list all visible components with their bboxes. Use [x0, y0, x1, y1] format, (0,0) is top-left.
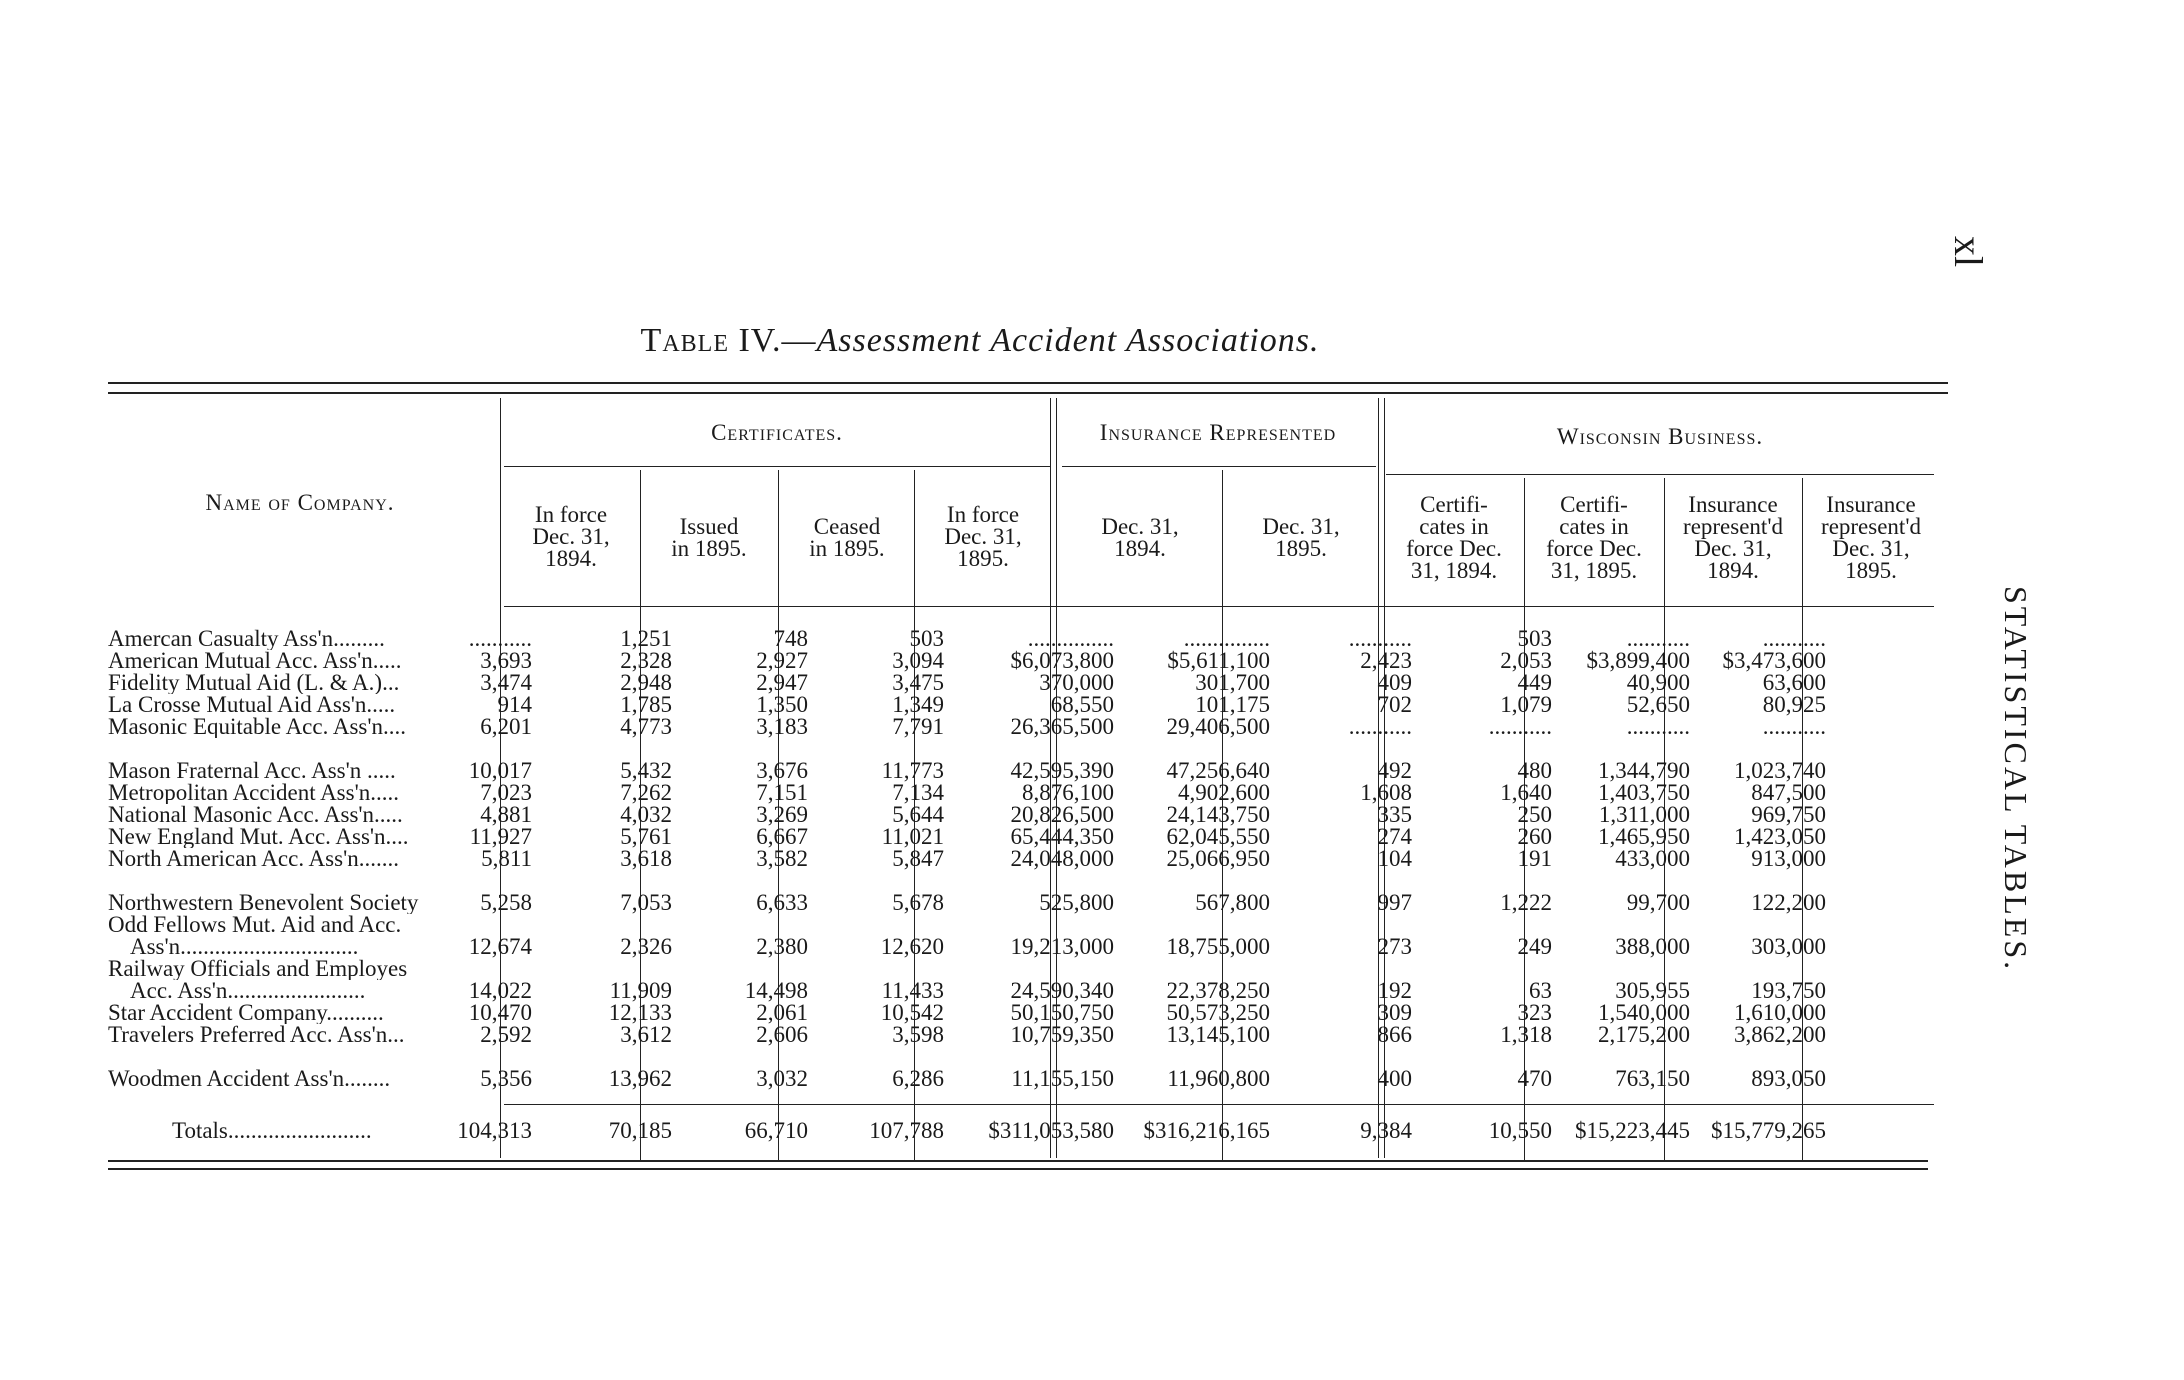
cell-insurance-1895: $316,216,165	[1143, 1118, 1270, 1143]
cell-in-force-1895: 11,773	[881, 758, 944, 783]
cell-in-force-1894: 4,881	[480, 802, 532, 827]
cell-wis-insurance-1895: $15,779,265	[1711, 1118, 1826, 1143]
company-name	[108, 958, 500, 1002]
cell-insurance-1894: $311,053,580	[988, 1118, 1114, 1143]
cell-insurance-1894: 68,550	[1050, 692, 1114, 717]
cell-insurance-1894: 50,150,750	[1010, 1000, 1114, 1025]
cell-in-force-1895: 7,134	[892, 780, 944, 805]
cell-ceased-1895: 3,032	[756, 1066, 808, 1091]
company-name-line: Amercan Casualty Ass'n.........	[108, 628, 385, 650]
col-header-wis-insurance-1894: Insurance represent'd Dec. 31, 1894.	[1683, 492, 1783, 583]
company-name-line: Fidelity Mutual Aid (L. & A.)...	[108, 672, 400, 694]
cell-wis-certs-1894: 702	[1377, 692, 1412, 717]
cell-wis-insurance-1895: 122,200	[1751, 890, 1826, 915]
cell-wis-certs-1895: 1,640	[1500, 780, 1552, 805]
company-name	[108, 826, 500, 848]
cell-in-force-1895: 1,349	[892, 692, 944, 717]
cell-wis-insurance-1895: 193,750	[1751, 978, 1826, 1003]
table-row	[108, 1024, 1948, 1046]
cell-in-force-1895: 12,620	[880, 934, 944, 959]
cell-issued-1895: 5,432	[620, 758, 672, 783]
cell-in-force-1894: 10,470	[468, 1000, 532, 1025]
cell-wis-insurance-1894: 2,175,200	[1598, 1022, 1690, 1047]
cell-wis-insurance-1895: 3,862,200	[1734, 1022, 1826, 1047]
cell-wis-certs-1895: 10,550	[1488, 1118, 1552, 1143]
cell-issued-1895: 2,328	[620, 648, 672, 673]
company-name	[108, 1002, 500, 1024]
cell-wis-insurance-1894: 99,700	[1626, 890, 1690, 915]
cell-wis-insurance-1895: ...........	[1762, 626, 1826, 651]
company-name-line: Ass'n...............................	[130, 936, 359, 958]
company-name-line: Woodmen Accident Ass'n........	[108, 1068, 391, 1090]
cell-issued-1895: 70,185	[608, 1118, 672, 1143]
cell-in-force-1895: 107,788	[869, 1118, 944, 1143]
cell-ceased-1895: 2,606	[756, 1022, 808, 1047]
cell-wis-insurance-1895: ...........	[1762, 714, 1826, 739]
header-bottom-rule	[504, 606, 1934, 607]
cell-in-force-1895: 503	[909, 626, 944, 651]
company-name-line: Totals.........................	[172, 1120, 372, 1142]
company-name	[108, 694, 500, 716]
company-name	[108, 672, 500, 694]
cell-in-force-1895: 10,542	[880, 1000, 944, 1025]
cell-wis-insurance-1894: 1,344,790	[1598, 758, 1690, 783]
cell-wis-insurance-1894: ...........	[1626, 714, 1690, 739]
cell-in-force-1895: 5,644	[892, 802, 944, 827]
cell-wis-insurance-1895: 1,423,050	[1734, 824, 1826, 849]
totals-row	[108, 1120, 1948, 1142]
col-header-wis-insurance-1895: Insurance represent'd Dec. 31, 1895.	[1821, 492, 1921, 583]
cell-ceased-1895: 7,151	[756, 780, 808, 805]
cell-wis-insurance-1894: ...........	[1626, 626, 1690, 651]
cell-wis-certs-1894: 492	[1377, 758, 1412, 783]
cell-in-force-1895: 7,791	[892, 714, 944, 739]
cell-insurance-1895: 18,755,000	[1166, 934, 1270, 959]
cell-issued-1895: 2,326	[620, 934, 672, 959]
certificates-group-header: Certificates.	[711, 420, 843, 445]
cell-wis-certs-1895: 323	[1517, 1000, 1552, 1025]
cell-issued-1895: 13,962	[608, 1066, 672, 1091]
company-name	[108, 650, 500, 672]
cell-wis-certs-1895: ...........	[1488, 714, 1552, 739]
cell-in-force-1894: 5,356	[480, 1066, 532, 1091]
col-header-insurance-1894: Dec. 31, 1894.	[1101, 514, 1179, 561]
table-row	[108, 628, 1948, 650]
cell-ceased-1895: 2,061	[756, 1000, 808, 1025]
company-name	[108, 804, 500, 826]
cell-wis-insurance-1895: 913,000	[1751, 846, 1826, 871]
cell-in-force-1894: ...........	[468, 626, 532, 651]
cell-in-force-1894: 104,313	[457, 1118, 532, 1143]
cell-wis-insurance-1894: 1,311,000	[1598, 802, 1690, 827]
page-number: xl	[1946, 236, 1991, 268]
cell-issued-1895: 7,053	[620, 890, 672, 915]
wisconsin-business-group-header: Wisconsin Business.	[1556, 424, 1764, 449]
cell-wis-certs-1894: 866	[1377, 1022, 1412, 1047]
cell-wis-insurance-1895: 1,023,740	[1734, 758, 1826, 783]
table-row	[108, 694, 1948, 716]
table-row	[108, 958, 1948, 1002]
cell-in-force-1894: 914	[497, 692, 532, 717]
table-row	[108, 826, 1948, 848]
company-name-line: New England Mut. Acc. Ass'n....	[108, 826, 409, 848]
cell-wis-insurance-1894: 1,465,950	[1598, 824, 1690, 849]
cell-wis-insurance-1894: 40,900	[1626, 670, 1690, 695]
cell-wis-certs-1894: 1,608	[1360, 780, 1412, 805]
table-row	[108, 672, 1948, 694]
cell-in-force-1894: 5,811	[481, 846, 532, 871]
col-header-ceased-1895: Ceased in 1895.	[809, 514, 885, 561]
company-name-line: American Mutual Acc. Ass'n.....	[108, 650, 402, 672]
cell-wis-insurance-1895: 303,000	[1751, 934, 1826, 959]
cell-wis-certs-1895: 250	[1517, 802, 1552, 827]
cell-ceased-1895: 3,183	[756, 714, 808, 739]
cell-issued-1895: 3,618	[620, 846, 672, 871]
cell-in-force-1894: 6,201	[480, 714, 532, 739]
cell-ceased-1895: 3,582	[756, 846, 808, 871]
cell-wis-insurance-1895: 969,750	[1751, 802, 1826, 827]
top-rule-1	[108, 382, 1948, 384]
name-of-company-header: Name of Company.	[205, 490, 395, 515]
cell-wis-insurance-1895: 847,500	[1751, 780, 1826, 805]
cell-wis-certs-1895: 1,318	[1500, 1022, 1552, 1047]
company-name-line: La Crosse Mutual Aid Ass'n.....	[108, 694, 396, 716]
col-header-wis-certs-1895: Certifi- cates in force Dec. 31, 1895.	[1546, 492, 1642, 583]
table-row	[108, 914, 1948, 958]
insurance-represented-group-header: Insurance Represented	[1099, 420, 1337, 445]
cell-wis-certs-1894: 997	[1377, 890, 1412, 915]
cell-wis-certs-1895: 2,053	[1500, 648, 1552, 673]
cell-insurance-1894: 20,826,500	[1010, 802, 1114, 827]
col-header-in-force-1895: In force Dec. 31, 1895.	[944, 502, 1022, 571]
running-side-title: STATISTICAL TABLES.	[1998, 586, 2034, 973]
cell-in-force-1894: 3,693	[480, 648, 532, 673]
cell-wis-certs-1894: 104	[1377, 846, 1412, 871]
cell-wis-insurance-1894: 52,650	[1626, 692, 1690, 717]
wisconsin-group-rule	[1386, 474, 1934, 475]
table-row	[108, 1002, 1948, 1024]
cell-insurance-1894: 24,048,000	[1010, 846, 1114, 871]
cell-insurance-1894: 26,365,500	[1010, 714, 1114, 739]
cell-wis-insurance-1894: 433,000	[1615, 846, 1690, 871]
cell-wis-insurance-1895: 63,600	[1762, 670, 1826, 695]
company-name-line: Masonic Equitable Acc. Ass'n....	[108, 716, 406, 738]
cell-insurance-1894: 42,595,390	[1010, 758, 1114, 783]
cell-wis-certs-1894: 274	[1377, 824, 1412, 849]
company-name-line: Travelers Preferred Acc. Ass'n...	[108, 1024, 405, 1046]
cell-wis-certs-1895: 503	[1517, 626, 1552, 651]
company-name-line: Acc. Ass'n........................	[130, 980, 366, 1002]
top-rule-2	[108, 392, 1948, 394]
cell-in-force-1895: 11,433	[881, 978, 944, 1003]
cell-issued-1895: 1,785	[620, 692, 672, 717]
table-row	[108, 716, 1948, 738]
bottom-rule-2	[108, 1168, 1928, 1170]
cell-wis-certs-1894: 273	[1377, 934, 1412, 959]
table-row	[108, 848, 1948, 870]
cell-ceased-1895: 14,498	[744, 978, 808, 1003]
cell-ceased-1895: 1,350	[756, 692, 808, 717]
company-name-line: Odd Fellows Mut. Aid and Acc.	[108, 914, 402, 936]
totals-label	[108, 1120, 500, 1142]
company-name-line: Railway Officials and Employes	[108, 958, 408, 980]
company-name-line: Star Accident Company..........	[108, 1002, 384, 1024]
cell-wis-insurance-1895: 80,925	[1762, 692, 1826, 717]
cell-insurance-1895: 11,960,800	[1167, 1066, 1270, 1091]
company-name	[108, 782, 500, 804]
company-name-line: National Masonic Acc. Ass'n.....	[108, 804, 403, 826]
cell-insurance-1894: 370,000	[1039, 670, 1114, 695]
cell-wis-insurance-1894: $15,223,445	[1575, 1118, 1690, 1143]
cell-in-force-1894: 11,927	[469, 824, 532, 849]
cell-ceased-1895: 6,667	[756, 824, 808, 849]
cell-wis-insurance-1895: $3,473,600	[1722, 648, 1826, 673]
cell-wis-insurance-1894: 305,955	[1615, 978, 1690, 1003]
col-header-issued-1895: Issued in 1895.	[671, 514, 747, 561]
cell-wis-certs-1894: 409	[1377, 670, 1412, 695]
cell-issued-1895: 4,032	[620, 802, 672, 827]
table-row	[108, 892, 1948, 914]
cell-wis-certs-1894: 335	[1377, 802, 1412, 827]
cell-wis-insurance-1894: 1,540,000	[1598, 1000, 1690, 1025]
cell-ceased-1895: 748	[773, 626, 808, 651]
cell-in-force-1895: 3,598	[892, 1022, 944, 1047]
company-name-line: Metropolitan Accident Ass'n.....	[108, 782, 399, 804]
cell-insurance-1894: ...............	[1027, 626, 1114, 651]
cell-in-force-1895: 5,678	[892, 890, 944, 915]
cell-insurance-1894: 24,590,340	[1010, 978, 1114, 1003]
cell-wis-insurance-1894: 763,150	[1615, 1066, 1690, 1091]
cell-wis-insurance-1894: 1,403,750	[1598, 780, 1690, 805]
cell-ceased-1895: 3,269	[756, 802, 808, 827]
cell-insurance-1894: 19,213,000	[1010, 934, 1114, 959]
cell-issued-1895: 2,948	[620, 670, 672, 695]
table-row	[108, 650, 1948, 672]
table-row	[108, 760, 1948, 782]
cell-insurance-1895: 4,902,600	[1178, 780, 1270, 805]
cell-insurance-1895: 101,175	[1195, 692, 1270, 717]
cell-in-force-1894: 5,258	[480, 890, 532, 915]
cell-wis-certs-1895: 191	[1517, 846, 1552, 871]
company-name	[108, 760, 500, 782]
cell-wis-insurance-1895: 893,050	[1751, 1066, 1826, 1091]
cell-issued-1895: 4,773	[620, 714, 672, 739]
cell-wis-certs-1894: 2,423	[1360, 648, 1412, 673]
company-name-line: Northwestern Benevolent Society	[108, 892, 419, 914]
cell-ceased-1895: 66,710	[744, 1118, 808, 1143]
cell-wis-insurance-1895: 1,610,000	[1734, 1000, 1826, 1025]
cell-in-force-1895: 11,021	[881, 824, 944, 849]
cell-issued-1895: 5,761	[620, 824, 672, 849]
certificates-group-rule	[504, 466, 1050, 467]
table-row	[108, 782, 1948, 804]
table-row	[108, 804, 1948, 826]
cell-insurance-1894: $6,073,800	[1010, 648, 1114, 673]
cell-wis-certs-1895: 249	[1517, 934, 1552, 959]
cell-issued-1895: 7,262	[620, 780, 672, 805]
table-title-subject: Assessment Accident Associations.	[816, 322, 1320, 359]
cell-issued-1895: 1,251	[620, 626, 672, 651]
bottom-rule-1	[108, 1160, 1928, 1162]
cell-issued-1895: 11,909	[609, 978, 672, 1003]
col-header-insurance-1895: Dec. 31, 1895.	[1262, 514, 1340, 561]
cell-insurance-1895: $5,611,100	[1167, 648, 1270, 673]
cell-insurance-1895: 47,256,640	[1166, 758, 1270, 783]
cell-insurance-1895: 567,800	[1195, 890, 1270, 915]
cell-ceased-1895: 2,927	[756, 648, 808, 673]
col-header-in-force-1894: In force Dec. 31, 1894.	[532, 502, 610, 571]
cell-insurance-1895: 50,573,250	[1166, 1000, 1270, 1025]
cell-insurance-1895: 25,066,950	[1166, 846, 1270, 871]
cell-wis-certs-1895: 260	[1517, 824, 1552, 849]
cell-insurance-1894: 525,800	[1039, 890, 1114, 915]
cell-issued-1895: 12,133	[608, 1000, 672, 1025]
cell-insurance-1895: 13,145,100	[1166, 1022, 1270, 1047]
cell-wis-certs-1894: 400	[1377, 1066, 1412, 1091]
cell-wis-certs-1895: 470	[1517, 1066, 1552, 1091]
cell-in-force-1895: 3,094	[892, 648, 944, 673]
cell-in-force-1894: 3,474	[480, 670, 532, 695]
cell-insurance-1894: 11,155,150	[1011, 1066, 1114, 1091]
cell-wis-insurance-1894: 388,000	[1615, 934, 1690, 959]
cell-in-force-1894: 14,022	[468, 978, 532, 1003]
cell-wis-certs-1895: 480	[1517, 758, 1552, 783]
company-name	[108, 628, 500, 650]
cell-ceased-1895: 2,947	[756, 670, 808, 695]
cell-wis-certs-1894: ...........	[1348, 714, 1412, 739]
company-name	[108, 848, 500, 870]
table-title-prefix: Table IV.—	[640, 322, 817, 359]
cell-wis-certs-1895: 63	[1529, 978, 1552, 1003]
cell-in-force-1894: 12,674	[468, 934, 532, 959]
company-name-line: Mason Fraternal Acc. Ass'n .....	[108, 760, 396, 782]
cell-insurance-1895: 22,378,250	[1166, 978, 1270, 1003]
cell-insurance-1895: 301,700	[1195, 670, 1270, 695]
col-header-wis-certs-1894: Certifi- cates in force Dec. 31, 1894.	[1406, 492, 1502, 583]
table-body	[108, 628, 1948, 1142]
company-name	[108, 716, 500, 738]
cell-wis-certs-1894: 309	[1377, 1000, 1412, 1025]
cell-insurance-1895: 24,143,750	[1166, 802, 1270, 827]
cell-insurance-1894: 10,759,350	[1010, 1022, 1114, 1047]
cell-insurance-1894: 65,444,350	[1010, 824, 1114, 849]
cell-ceased-1895: 6,633	[756, 890, 808, 915]
company-name	[108, 1024, 500, 1046]
cell-in-force-1895: 5,847	[892, 846, 944, 871]
cell-insurance-1895: 29,406,500	[1166, 714, 1270, 739]
cell-ceased-1895: 2,380	[756, 934, 808, 959]
cell-wis-certs-1894: ...........	[1348, 626, 1412, 651]
company-name-line: North American Acc. Ass'n.......	[108, 848, 399, 870]
table-row	[108, 1068, 1948, 1090]
company-name	[108, 892, 500, 914]
cell-ceased-1895: 3,676	[756, 758, 808, 783]
cell-in-force-1894: 2,592	[480, 1022, 532, 1047]
cell-wis-certs-1895: 1,079	[1500, 692, 1552, 717]
cell-wis-certs-1895: 449	[1517, 670, 1552, 695]
cell-insurance-1894: 8,876,100	[1022, 780, 1114, 805]
cell-in-force-1895: 6,286	[892, 1066, 944, 1091]
cell-wis-certs-1894: 9,384	[1360, 1118, 1412, 1143]
table-title	[0, 322, 1960, 360]
cell-issued-1895: 3,612	[620, 1022, 672, 1047]
cell-wis-insurance-1894: $3,899,400	[1586, 648, 1690, 673]
cell-wis-certs-1894: 192	[1377, 978, 1412, 1003]
cell-in-force-1895: 3,475	[892, 670, 944, 695]
cell-in-force-1894: 7,023	[480, 780, 532, 805]
cell-insurance-1895: 62,045,550	[1166, 824, 1270, 849]
insurance-group-rule	[1062, 466, 1376, 467]
cell-in-force-1894: 10,017	[468, 758, 532, 783]
cell-wis-certs-1895: 1,222	[1500, 890, 1552, 915]
company-name	[108, 914, 500, 958]
company-name	[108, 1068, 500, 1090]
cell-insurance-1895: ...............	[1183, 626, 1270, 651]
